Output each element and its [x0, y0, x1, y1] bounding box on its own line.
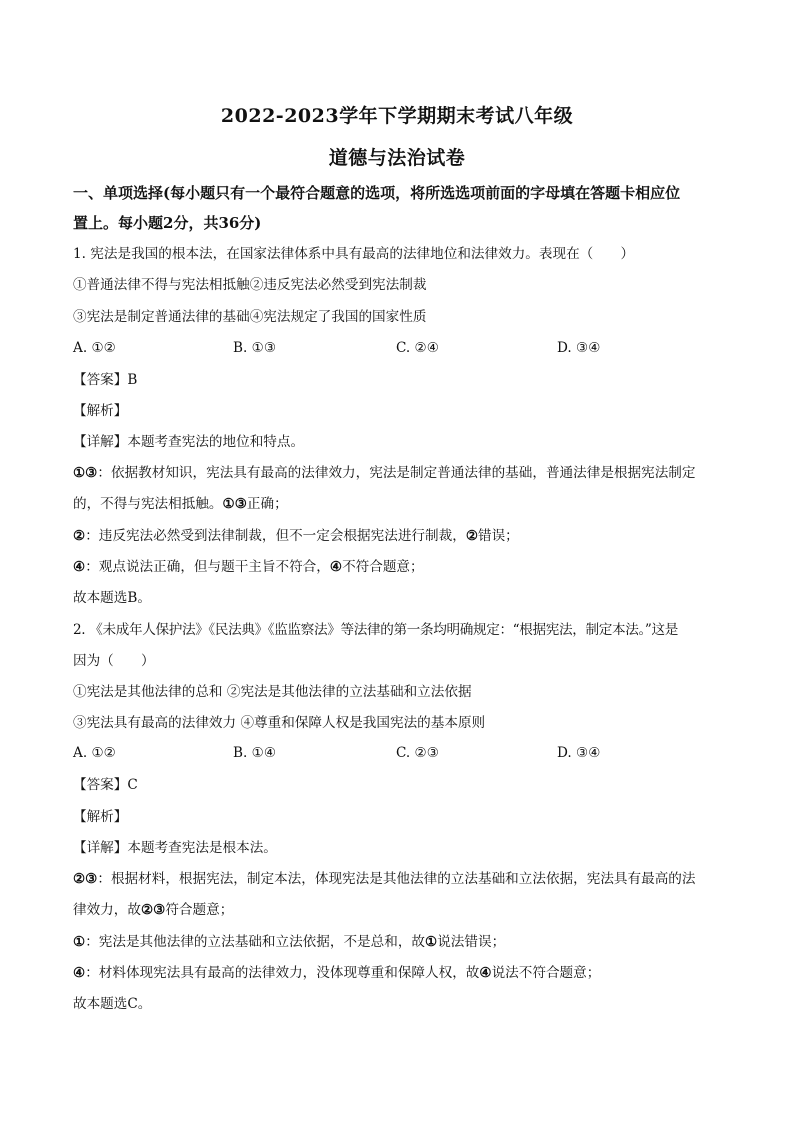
q1-e3-marker-2: ④	[329, 559, 343, 575]
q2-e1-text-cont: 律效力，故	[73, 902, 141, 918]
section-heading-line2: 置上。每小题2分，共36分)	[73, 214, 262, 232]
q1-option-a: A. ①②	[73, 340, 116, 356]
q1-explanation-3	[73, 558, 723, 576]
q1-e1-text-cont: 的，不得与宪法相抵触。	[73, 496, 223, 512]
q2-option-b: B. ①④	[233, 745, 277, 761]
q1-e2-text: ：违反宪法必然受到法律制裁，但不一定会根据宪法进行制裁，	[85, 528, 466, 544]
q2-explanation-1-cont	[73, 901, 723, 919]
q1-explanation-1-cont	[73, 495, 723, 513]
q1-e1-text: ：依据教材知识，宪法具有最高的法律效力，宪法是制定普通法律的基础，普通法律是根据宪法制定	[97, 465, 696, 481]
q1-e1-verdict: 正确；	[246, 496, 288, 512]
q1-e1-marker: ①③	[73, 465, 98, 481]
section-heading-line1: 一、单项选择(每小题只有一个最符合题意的选项，将所选选项前面的字母填在答题卡相应位	[73, 184, 681, 202]
q1-e2-marker: ②	[73, 528, 86, 544]
q2-answer: 【答案】C	[73, 777, 138, 793]
q2-stem-cont: 因为（ ）	[73, 653, 155, 669]
exam-title: 2022-2023学年下学期期末考试八年级	[220, 105, 574, 127]
q1-explanation-2	[73, 527, 723, 545]
q2-explanation-3	[73, 964, 723, 982]
q1-e3-text: ：观点说法正确，但与题干主旨不符合，	[85, 559, 330, 575]
q2-e2-marker-2: ①	[425, 934, 438, 950]
q1-e2-marker-2: ②	[465, 528, 478, 544]
q2-conclusion: 故本题选C。	[73, 996, 152, 1012]
q2-e1-verdict: 符合题意；	[165, 902, 234, 918]
q1-detail: 【详解】本题考查宪法的地位和特点。	[73, 434, 305, 450]
q2-e2-verdict: 说法错误；	[437, 934, 506, 950]
q2-e3-marker: ④	[73, 965, 86, 981]
q1-statement-1: ①普通法律不得与宪法相抵触②违反宪法必然受到宪法制裁	[73, 277, 427, 293]
q2-stem: 2. 《未成年人保护法》《民法典》《监监察法》等法律的第一条均明确规定：“根据宪法，制定本法。”这是	[73, 622, 679, 638]
q2-e2-text: ：宪法是其他法律的立法基础和立法依据，不是总和，故	[85, 934, 426, 950]
q2-statement-1: ①宪法是其他法律的总和 ②宪法是其他法律的立法基础和立法依据	[73, 684, 472, 700]
q2-e1-text: ：根据材料，根据宪法，制定本法，体现宪法是其他法律的立法基础和立法依据，宪法具有最高的法	[97, 871, 696, 887]
q1-option-c: C. ②④	[396, 340, 439, 356]
q2-option-c: C. ②③	[396, 745, 439, 761]
q1-conclusion: 故本题选B。	[73, 590, 151, 606]
q2-detail: 【详解】本题考查宪法是根本法。	[73, 840, 277, 856]
q2-option-d: D. ③④	[557, 745, 601, 761]
q2-statement-2: ③宪法具有最高的法律效力 ④尊重和保障人权是我国宪法的基本原则	[73, 715, 486, 731]
q2-option-a: A. ①②	[73, 745, 116, 761]
q2-e3-marker-2: ④	[479, 965, 492, 981]
q2-e3-verdict: 说法不符合题意；	[491, 965, 601, 981]
q2-e1-marker: ②③	[73, 871, 98, 887]
q2-e2-marker: ①	[73, 934, 86, 950]
q2-explanation-1	[73, 870, 723, 888]
q1-e2-verdict: 错误；	[478, 528, 519, 544]
q1-answer: 【答案】B	[73, 372, 138, 388]
q2-e3-text: ：材料体现宪法具有最高的法律效力，没体现尊重和保障人权，故	[85, 965, 480, 981]
q1-e3-verdict: 不符合题意；	[342, 559, 424, 575]
q1-analysis-label: 【解析】	[73, 403, 128, 419]
q1-option-b: B. ①③	[233, 340, 277, 356]
exam-subject-title: 道德与法治试卷	[328, 147, 466, 169]
q1-e1-marker-2: ①③	[222, 496, 247, 512]
q2-analysis-label: 【解析】	[73, 809, 128, 825]
q1-explanation-1	[73, 464, 723, 482]
q1-option-d: D. ③④	[557, 340, 601, 356]
q1-stem: 1. 宪法是我国的根本法，在国家法律体系中具有最高的法律地位和法律效力。表现在（ ）	[73, 246, 635, 262]
q1-e3-marker: ④	[73, 559, 86, 575]
q2-explanation-2	[73, 933, 723, 951]
q1-statement-2: ③宪法是制定普通法律的基础④宪法规定了我国的国家性质	[73, 309, 427, 325]
q2-e1-marker-2: ②③	[140, 902, 166, 918]
